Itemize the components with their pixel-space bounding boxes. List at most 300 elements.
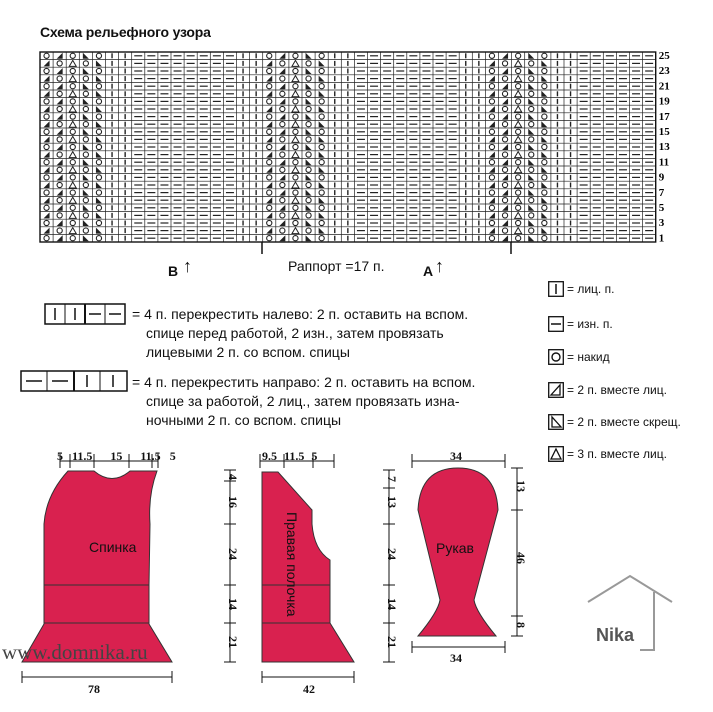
k3tog-icon <box>69 167 76 173</box>
k2tog-crossed-icon <box>306 220 312 226</box>
k3tog-icon <box>515 76 522 82</box>
yarn-over-icon <box>83 137 88 142</box>
k2tog-icon <box>57 129 63 135</box>
yarn-over-icon <box>502 228 507 233</box>
row-number: 7 <box>658 186 665 199</box>
back-bottom-dim: 78 <box>88 682 100 696</box>
side-dim: 24 <box>385 548 399 560</box>
back-label: Спинка <box>89 539 137 555</box>
yarn-over-icon <box>280 167 285 172</box>
k2tog-crossed-icon <box>83 235 89 241</box>
k2tog-icon <box>266 212 272 218</box>
k2tog-crossed-icon <box>96 182 102 188</box>
legend-knit <box>548 281 614 297</box>
yarn-over-icon <box>293 220 298 225</box>
k2tog-crossed-icon <box>83 190 89 196</box>
dim: 11.5 <box>72 449 93 463</box>
k2tog-icon <box>489 136 495 142</box>
k2tog-icon <box>57 114 63 120</box>
k2tog-icon <box>57 190 63 196</box>
k2tog-crossed-icon <box>319 121 325 127</box>
k3tog-icon <box>69 197 76 203</box>
yarn-over-icon <box>502 76 507 81</box>
k2tog-icon <box>502 159 508 165</box>
k2tog-icon <box>44 121 50 127</box>
yarn-over-icon <box>44 190 49 195</box>
yarn-over-icon <box>96 236 101 241</box>
k2tog-icon <box>44 106 50 112</box>
k2tog-icon <box>44 182 50 188</box>
yarn-over-icon <box>267 220 272 225</box>
k2tog-icon <box>57 174 63 180</box>
yarn-over-icon <box>293 68 298 73</box>
k2tog-crossed-icon <box>83 68 89 74</box>
k2tog-crossed-icon <box>306 53 312 59</box>
yarn-over-icon <box>57 182 62 187</box>
k3tog-icon <box>292 106 299 112</box>
yarn-over-icon <box>306 122 311 127</box>
k2tog-crossed-icon <box>96 136 102 142</box>
yarn-over-icon <box>306 137 311 142</box>
k3tog-icon <box>515 60 522 66</box>
k3tog-icon <box>69 106 76 112</box>
yarn-over-icon <box>319 129 324 134</box>
yarn-over-icon <box>267 236 272 241</box>
yarn-over-icon <box>96 53 101 58</box>
k2tog-crossed-icon <box>83 129 89 135</box>
yarn-over-icon <box>267 53 272 58</box>
yarn-over-icon <box>96 160 101 165</box>
k2tog-icon <box>57 235 63 241</box>
yarn-over-icon <box>44 160 49 165</box>
yarn-over-icon <box>529 122 534 127</box>
yarn-over-icon <box>319 220 324 225</box>
k2tog-crossed-icon <box>541 228 547 234</box>
yarn-over-icon <box>516 236 521 241</box>
website-watermark: www.domnika.ru <box>2 640 148 664</box>
k2tog-icon <box>279 220 285 226</box>
yarn-over-icon <box>319 53 324 58</box>
dim: 9.5 <box>262 449 277 463</box>
k3tog-icon <box>515 136 522 142</box>
legend-yo <box>548 349 610 365</box>
yarn-over-icon <box>319 114 324 119</box>
yarn-over-icon <box>57 91 62 96</box>
k2tog-crossed-icon <box>528 159 534 165</box>
legend-label: = 2 п. вместе лиц. <box>567 383 667 397</box>
garment-schematics <box>0 440 713 712</box>
yarn-over-icon <box>57 122 62 127</box>
yarn-over-icon <box>489 175 494 180</box>
yarn-over-icon <box>489 84 494 89</box>
k3tog-icon <box>515 197 522 203</box>
yarn-over-icon <box>529 61 534 66</box>
front-label: Правая полочка <box>284 512 300 617</box>
k2tog-icon <box>57 205 63 211</box>
k2tog-icon <box>266 121 272 127</box>
k2tog-crossed-icon <box>319 197 325 203</box>
k3tog-icon <box>515 152 522 158</box>
k2tog-crossed-icon <box>528 235 534 241</box>
legend-purl <box>548 316 613 332</box>
k2tog-icon <box>266 182 272 188</box>
yarn-over-icon <box>293 205 298 210</box>
k2tog-crossed-icon <box>541 121 547 127</box>
k2tog-crossed-icon <box>319 167 325 173</box>
yarn-over-icon <box>516 84 521 89</box>
k2tog-icon <box>489 91 495 97</box>
k2tog-crossed-icon <box>319 152 325 158</box>
yarn-over-icon <box>542 220 547 225</box>
k2tog-icon <box>279 205 285 211</box>
k2tog-crossed-icon <box>528 129 534 135</box>
k2tog-crossed-icon <box>319 136 325 142</box>
side-dim: 21 <box>226 636 240 648</box>
row-number: 3 <box>658 217 665 230</box>
front-top-dims <box>262 449 317 464</box>
side-dim: 24 <box>226 548 240 560</box>
yarn-over-icon <box>529 213 534 218</box>
yarn-over-icon <box>293 144 298 149</box>
yarn-over-icon <box>516 190 521 195</box>
k2tog-icon <box>266 106 272 112</box>
k3tog-icon <box>515 228 522 234</box>
yarn-over-icon <box>502 152 507 157</box>
yarn-over-icon <box>70 236 75 241</box>
k2tog-crossed-icon <box>306 83 312 89</box>
yarn-over-icon <box>83 213 88 218</box>
yarn-over-icon <box>502 122 507 127</box>
cross-right-symbol <box>20 370 130 392</box>
k2tog-icon <box>502 68 508 74</box>
k2tog-icon <box>44 197 50 203</box>
yarn-over-icon <box>70 160 75 165</box>
yarn-over-icon <box>83 122 88 127</box>
yarn-over-icon <box>280 213 285 218</box>
back-top-dims <box>57 449 176 464</box>
yarn-over-icon <box>502 198 507 203</box>
yarn-over-icon <box>502 213 507 218</box>
k2tog-icon <box>266 197 272 203</box>
yarn-over-icon <box>319 84 324 89</box>
yarn-over-icon <box>70 220 75 225</box>
yarn-over-icon <box>70 68 75 73</box>
k2tog-crossed-icon <box>83 220 89 226</box>
yarn-over-icon <box>57 106 62 111</box>
side-dim: 7 <box>385 476 399 482</box>
yarn-over-icon <box>542 175 547 180</box>
chart-title: Схема рельефного узора <box>40 24 211 40</box>
yarn-over-icon <box>267 114 272 119</box>
k2tog-icon <box>502 174 508 180</box>
yarn-over-icon <box>306 182 311 187</box>
k2tog-icon <box>57 98 63 104</box>
yarn-over-icon <box>516 144 521 149</box>
yarn-over-icon <box>489 129 494 134</box>
yarn-over-icon <box>306 228 311 233</box>
yarn-over-icon <box>83 167 88 172</box>
k2tog-crossed-icon <box>319 212 325 218</box>
yarn-over-icon <box>293 236 298 241</box>
yarn-over-icon <box>306 61 311 66</box>
row-number: 23 <box>658 65 670 78</box>
k3tog-icon <box>292 197 299 203</box>
yarn-over-icon <box>489 99 494 104</box>
yarn-over-icon <box>306 76 311 81</box>
yarn-over-icon <box>529 76 534 81</box>
yarn-over-icon <box>280 76 285 81</box>
k2tog-crossed-icon <box>541 91 547 97</box>
k3tog-icon <box>292 136 299 142</box>
k3tog-icon <box>292 228 299 234</box>
cross-left-line1: = 4 п. перекрестить налево: 2 п. оставить на вспом. <box>132 306 469 322</box>
k2tog-crossed-icon <box>319 182 325 188</box>
marker-b-label: В <box>168 263 179 279</box>
knit-stitch-icon <box>548 281 564 297</box>
yarn-over-icon <box>306 198 311 203</box>
yarn-over-icon <box>57 228 62 233</box>
yarn-over-icon <box>542 114 547 119</box>
yarn-over-icon <box>529 91 534 96</box>
yarn-over-icon <box>96 99 101 104</box>
yarn-over-icon <box>44 84 49 89</box>
k2tog-crossed-icon <box>96 106 102 112</box>
yarn-over-icon <box>57 137 62 142</box>
yarn-over-icon <box>44 99 49 104</box>
k2tog-crossed-icon <box>96 212 102 218</box>
row-number: 9 <box>658 171 665 184</box>
k2tog-crossed-icon <box>528 144 534 150</box>
k2tog-icon <box>502 114 508 120</box>
yarn-over-icon <box>516 99 521 104</box>
k2tog-crossed-icon <box>306 114 312 120</box>
k2tog-icon <box>502 98 508 104</box>
yarn-over-icon <box>70 129 75 134</box>
side-dim: 46 <box>514 552 528 564</box>
k2tog-icon <box>279 53 285 59</box>
yarn-over-icon <box>319 236 324 241</box>
k2tog-crossed-icon <box>96 76 102 82</box>
k2tog-icon <box>279 190 285 196</box>
k2tog-icon <box>502 83 508 89</box>
dim: 5 <box>57 449 63 463</box>
k2tog-icon <box>548 382 564 398</box>
cross-right-line2: спице за работой, 2 лиц., затем провязать изна- <box>146 393 460 409</box>
row-number: 17 <box>658 110 670 123</box>
yarn-over-icon <box>529 106 534 111</box>
k2tog-icon <box>279 83 285 89</box>
yarn-over-icon <box>267 99 272 104</box>
marker-a-label: А <box>423 263 434 279</box>
yarn-over-icon <box>542 84 547 89</box>
yarn-over-icon <box>83 76 88 81</box>
yarn-over-icon <box>502 106 507 111</box>
k2tog-crossed-icon <box>541 152 547 158</box>
yarn-over-icon <box>502 91 507 96</box>
yarn-over-icon <box>267 68 272 73</box>
k2tog-icon <box>489 167 495 173</box>
k3tog-icon <box>292 91 299 97</box>
yarn-over-icon <box>280 137 285 142</box>
k2tog-icon <box>279 174 285 180</box>
k2tog-icon <box>489 121 495 127</box>
yarn-over-icon <box>83 91 88 96</box>
k2tog-crossed-icon <box>306 190 312 196</box>
yarn-over-icon <box>516 114 521 119</box>
yarn-over-icon <box>70 144 75 149</box>
row-number: 21 <box>658 80 670 93</box>
yarn-over-icon <box>280 152 285 157</box>
yarn-over-icon <box>96 190 101 195</box>
k3tog-icon <box>69 212 76 218</box>
k2tog-crossed-icon <box>319 106 325 112</box>
yarn-over-icon <box>83 228 88 233</box>
yarn-over-icon <box>489 114 494 119</box>
k2tog-crossed-icon <box>528 190 534 196</box>
k3tog-icon <box>515 182 522 188</box>
yarn-over-icon <box>70 99 75 104</box>
legend-k2tog-crossed <box>548 414 681 430</box>
k2tog-crossed-icon <box>83 83 89 89</box>
k3tog-icon <box>69 91 76 97</box>
k2tog-icon <box>57 159 63 165</box>
yarn-over-icon <box>319 190 324 195</box>
k2tog-icon <box>266 91 272 97</box>
yarn-over-icon <box>529 167 534 172</box>
k3tog-icon <box>69 182 76 188</box>
k2tog-crossed-icon <box>319 91 325 97</box>
k2tog-crossed-icon <box>528 68 534 74</box>
yarn-over-icon <box>319 205 324 210</box>
yarn-over-icon <box>293 53 298 58</box>
yarn-over-icon <box>319 99 324 104</box>
yarn-over-icon <box>70 84 75 89</box>
k2tog-icon <box>266 76 272 82</box>
yarn-over-icon <box>280 106 285 111</box>
yarn-over-icon <box>542 53 547 58</box>
yarn-over-icon <box>542 190 547 195</box>
yarn-over-icon <box>44 236 49 241</box>
k2tog-crossed-icon <box>96 91 102 97</box>
yarn-over-icon <box>319 144 324 149</box>
yarn-over-icon <box>542 160 547 165</box>
cross-right-line1: = 4 п. перекрестить направо: 2 п. оставить на вспом. <box>132 374 476 390</box>
k2tog-crossed-icon <box>306 129 312 135</box>
k3tog-icon <box>69 152 76 158</box>
k2tog-crossed-icon <box>96 60 102 66</box>
dim: 5 <box>169 449 176 463</box>
k2tog-crossed-icon <box>541 76 547 82</box>
k3tog-icon <box>292 76 299 82</box>
k2tog-icon <box>279 129 285 135</box>
yarn-over-icon <box>542 68 547 73</box>
k2tog-crossed-icon <box>541 60 547 66</box>
k2tog-icon <box>44 76 50 82</box>
yarn-over-icon <box>489 160 494 165</box>
k2tog-icon <box>279 144 285 150</box>
yarn-over-icon <box>542 144 547 149</box>
yarn-over-icon <box>489 190 494 195</box>
yarn-over-icon <box>306 91 311 96</box>
k2tog-crossed-icon <box>306 68 312 74</box>
yarn-over-icon <box>489 205 494 210</box>
k2tog-crossed-icon <box>96 167 102 173</box>
k2tog-icon <box>57 144 63 150</box>
yarn-over-icon <box>542 205 547 210</box>
k2tog-crossed-icon <box>306 205 312 211</box>
k3tog-icon <box>69 76 76 82</box>
k3tog-icon <box>292 212 299 218</box>
k2tog-icon <box>57 83 63 89</box>
side-dim: 13 <box>385 496 399 508</box>
yarn-over-icon <box>70 190 75 195</box>
row-number: 11 <box>658 156 670 169</box>
legend-label: = накид <box>567 350 610 364</box>
k2tog-crossed-icon <box>306 235 312 241</box>
k3tog-icon <box>292 121 299 127</box>
yarn-over-icon <box>306 152 311 157</box>
yarn-over-icon <box>542 129 547 134</box>
yarn-over-icon <box>516 53 521 58</box>
yarn-over-icon <box>489 144 494 149</box>
k2tog-crossed-icon <box>528 53 534 59</box>
k2tog-icon <box>266 228 272 234</box>
side-dim: 14 <box>385 598 399 610</box>
k2tog-crossed-icon <box>528 83 534 89</box>
yarn-over-icon <box>516 175 521 180</box>
yarn-over-icon <box>83 106 88 111</box>
k2tog-crossed-icon <box>306 159 312 165</box>
cross-left-line3: лицевыми 2 п. со вспом. спицы <box>146 344 350 360</box>
k3tog-icon <box>515 121 522 127</box>
k2tog-crossed-icon <box>306 98 312 104</box>
k2tog-icon <box>57 53 63 59</box>
k2tog-crossed-icon <box>96 197 102 203</box>
cross-right-line3: ночными 2 п. со вспом. спицы <box>146 412 342 428</box>
yarn-over-icon <box>96 175 101 180</box>
k3tog-icon <box>515 167 522 173</box>
yarn-over-icon <box>293 190 298 195</box>
k3tog-icon <box>515 106 522 112</box>
yarn-over-icon <box>267 160 272 165</box>
cross-left-symbol <box>44 303 126 325</box>
side-dim: 8 <box>514 622 528 628</box>
yarn-over-icon <box>489 68 494 73</box>
k2tog-crossed-icon <box>306 174 312 180</box>
yarn-over-icon <box>96 68 101 73</box>
k2tog-icon <box>266 152 272 158</box>
yarn-over-icon <box>83 198 88 203</box>
yarn-over-icon <box>319 160 324 165</box>
yarn-over-icon <box>44 205 49 210</box>
yarn-over-icon <box>96 205 101 210</box>
k2tog-crossed-icon <box>83 53 89 59</box>
yarn-over-icon <box>44 53 49 58</box>
yarn-over-icon <box>70 53 75 58</box>
yarn-over-icon <box>96 144 101 149</box>
yarn-over-icon <box>516 220 521 225</box>
k2tog-icon <box>489 197 495 203</box>
dim: 5 <box>311 449 318 463</box>
k2tog-icon <box>489 60 495 66</box>
k2tog-crossed-icon <box>319 228 325 234</box>
legend-label: = изн. п. <box>567 317 613 331</box>
k3tog-icon <box>515 212 522 218</box>
dim: 11.5 <box>140 449 161 463</box>
yarn-over-icon <box>96 220 101 225</box>
rapport-label: Раппорт =17 п. <box>288 258 385 274</box>
k2tog-icon <box>279 235 285 241</box>
